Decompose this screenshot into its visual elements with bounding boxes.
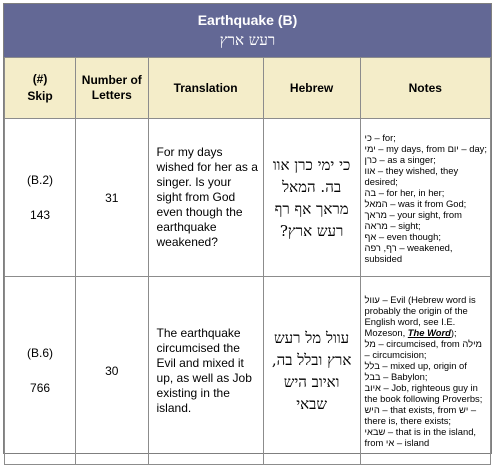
table-title-bar xyxy=(4,4,491,57)
note-line: מל – circumcised, from מילה – circumcision; xyxy=(364,337,482,360)
note-text: ); xyxy=(450,326,457,338)
code-table xyxy=(4,57,491,465)
letters-cell: 31 xyxy=(76,119,148,277)
table-row xyxy=(5,277,491,465)
skip-cell xyxy=(5,119,76,277)
header-row xyxy=(5,58,491,119)
note-line: ימי – my days, from יום – day; xyxy=(364,142,487,154)
skip-cell xyxy=(5,277,76,465)
letters-header-line2: Letters xyxy=(91,88,132,102)
note-line: שבאי – that is in the island, from אי – island xyxy=(364,425,477,448)
skip-header-label: Skip xyxy=(27,89,53,103)
note-line: בלל – mixed up, origin of xyxy=(364,359,467,371)
note-line: היש – that exists, from יש – there is, there exists; xyxy=(364,403,477,426)
skip-value: 766 xyxy=(30,381,51,395)
letters-header-line1: Number of xyxy=(81,73,142,87)
note-line xyxy=(365,294,487,338)
note-text: עוול – Evil (Hebrew word is probably the origin of the English word, see I.E. Mozeson, xyxy=(364,293,476,338)
note-line: המאל – was it from God; xyxy=(364,197,467,209)
hebrew-column-header: Hebrew xyxy=(263,58,360,119)
translation-cell: For my days wished for her as a singer. Is your sight from God even though the earthquake weakened? xyxy=(148,119,263,277)
note-line: כרן – as a singer; xyxy=(364,153,436,165)
note-line: מראה – sight; xyxy=(364,219,421,231)
table-frame xyxy=(3,3,492,454)
notes-column-header: Notes xyxy=(360,58,490,119)
note-line: רף, רפה – weakened, subsided xyxy=(364,241,453,264)
note-line: בבל – Babylon; xyxy=(364,370,428,382)
note-line: כי – for; xyxy=(364,131,396,143)
book-title: The Word xyxy=(407,326,451,338)
skip-value: 143 xyxy=(30,208,51,222)
row-ref: (B.2) xyxy=(27,173,54,187)
note-line: מראך – your sight, from xyxy=(364,208,462,220)
note-line: אוו – they wished, they desired; xyxy=(364,164,459,187)
hebrew-cell: עוול מל רעש ארץ ובלל בה, ואיוב היש שבאי xyxy=(263,277,360,465)
row-ref: (B.6) xyxy=(27,346,54,360)
table-title-hebrew: רעש ארץ xyxy=(219,31,276,49)
table-title: Earthquake (B) xyxy=(197,12,298,28)
note-line: איוב – Job, righteous guy in the book following Proverbs; xyxy=(364,381,483,404)
note-line: אף – even though; xyxy=(364,230,441,242)
notes-cell xyxy=(360,119,490,277)
skip-column-header xyxy=(5,58,76,119)
note-line: בה – for her, in her; xyxy=(364,186,445,198)
skip-header-prefix: (#) xyxy=(32,72,48,86)
letters-cell: 30 xyxy=(76,277,148,465)
translation-cell: The earthquake circumcised the Evil and mixed it up, as well as Job existing in the island. xyxy=(148,277,263,465)
table-row xyxy=(5,119,491,277)
translation-column-header: Translation xyxy=(148,58,263,119)
letters-column-header xyxy=(76,58,148,119)
hebrew-cell: כי ימי כרן אוו בה. המאל מראך אף רף רעש ארץ? xyxy=(263,119,360,277)
notes-cell xyxy=(360,277,490,465)
